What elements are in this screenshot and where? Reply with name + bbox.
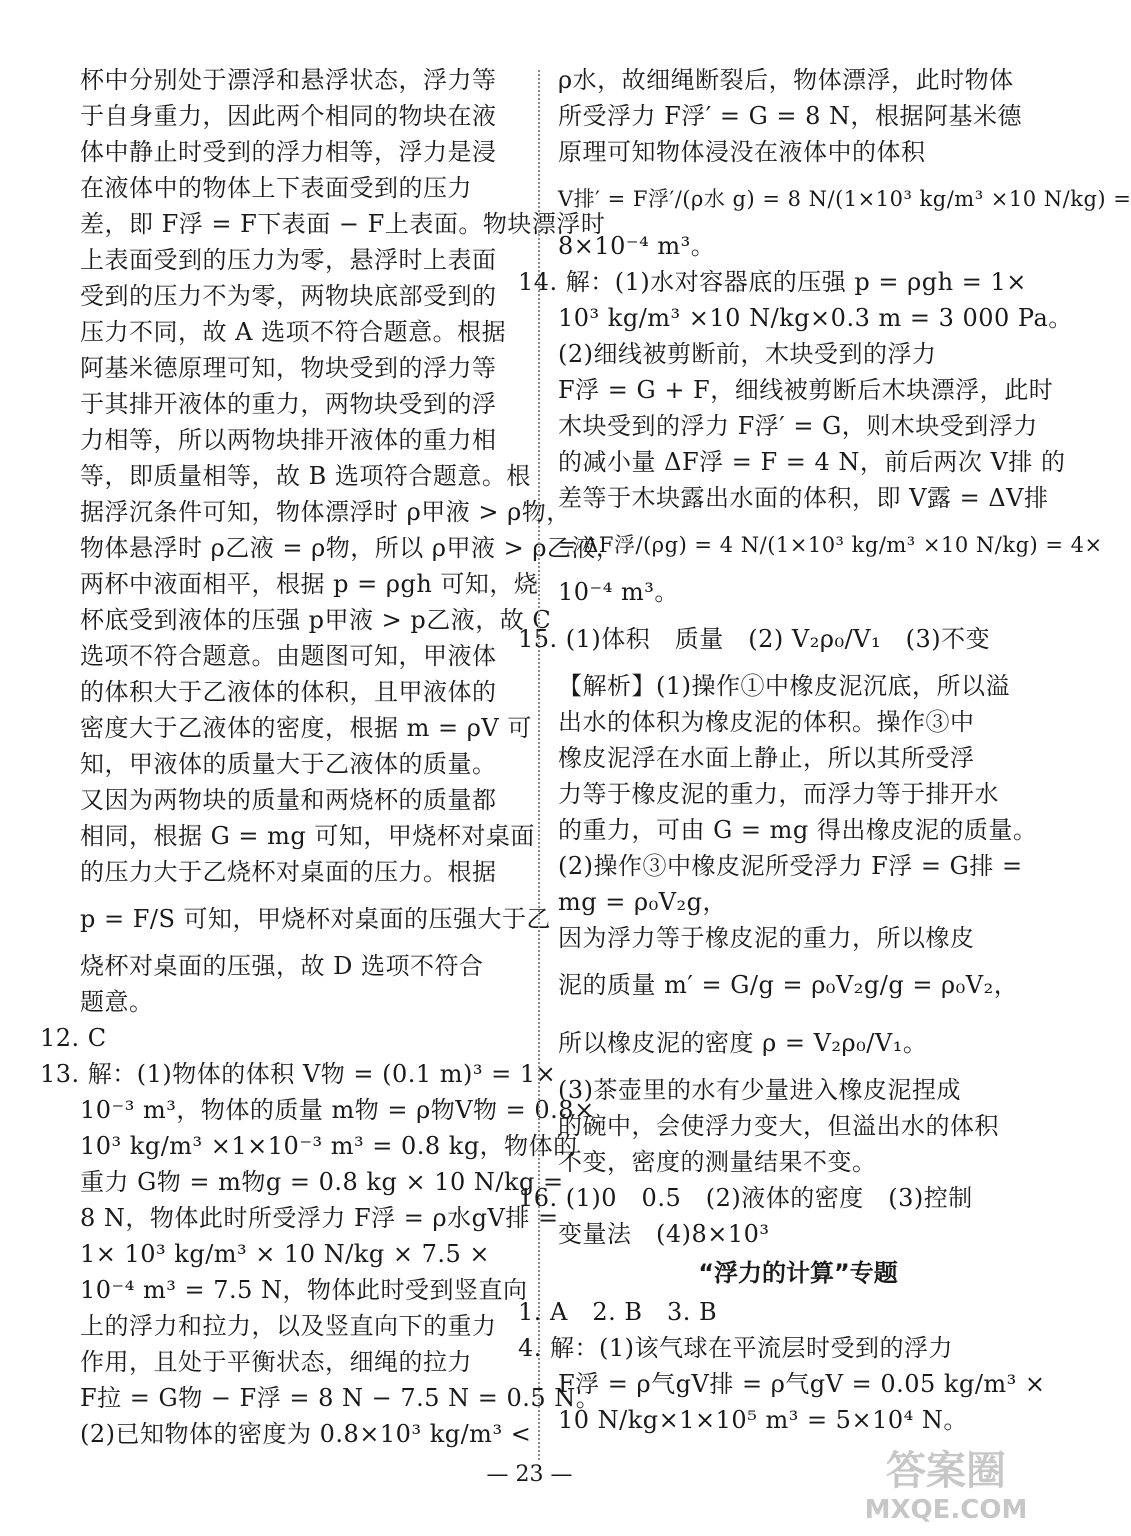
text-line: 物体悬浮时 ρ乙液 = ρ物，所以 ρ甲液 > ρ乙液， (80, 534, 621, 562)
text-line: 力等于橡皮泥的重力，而浮力等于排开水 (558, 780, 999, 808)
text-line: 上的浮力和拉力，以及竖直向下的重力 (80, 1312, 497, 1340)
text-line: 阿基米德原理可知，物块受到的浮力等 (80, 354, 497, 382)
text-line: F浮 = ρ气gV排 = ρ气gV = 0.05 kg/m³ × (558, 1370, 1046, 1398)
text-line: 在液体中的物体上下表面受到的压力 (80, 174, 472, 202)
text-line: 出水的体积为橡皮泥的体积。操作③中 (558, 708, 975, 736)
page-number: — 23 — (486, 1462, 573, 1487)
text-line: 作用，且处于平衡状态，细绳的拉力 (80, 1348, 472, 1376)
text-line: 差等于木块露出水面的体积，即 V露 = ΔV排 (558, 484, 1049, 512)
text-line: 不变，密度的测量结果不变。 (558, 1148, 877, 1176)
section-heading: “浮力的计算”专题 (698, 1259, 898, 1287)
text-line: 差，即 F浮 = F下表面 − F上表面。物块漂浮时 (80, 210, 606, 238)
text-line: 上表面受到的压力为零，悬浮时上表面 (80, 246, 497, 274)
text-line: 两杯中液面相平，根据 p = ρgh 可知，烧 (80, 570, 539, 598)
text-line: 变量法 (4)8×10³ (558, 1220, 770, 1248)
text-line: 知，甲液体的质量大于乙液体的质量。 (80, 750, 497, 778)
text-line: 10⁻⁴ m³ = 7.5 N，物体此时受到竖直向 (80, 1276, 528, 1304)
watermark-text: 答案圈 (886, 1448, 1006, 1494)
text-line: 于其排开液体的重力，两物块受到的浮 (80, 390, 497, 418)
text-line: F浮 = G + F，细线被剪断后木块漂浮，此时 (558, 376, 1054, 404)
text-line: 木块受到的浮力 F浮′ = G，则木块受到浮力 (558, 412, 1038, 440)
text-line: 10⁻³ m³，物体的质量 m物 = ρ物V物 = 0.8× (80, 1096, 595, 1124)
text-line: 相同，根据 G = mg 可知，甲烧杯对桌面 (80, 822, 535, 850)
text-line: 所受浮力 F浮′ = G = 8 N，根据阿基米德 (558, 102, 1023, 130)
formula-line: 泥的质量 m′ = G/g = ρ₀V₂g/g = ρ₀V₂， (558, 971, 1019, 999)
formula-line: V排′ = F浮′/(ρ水 g) = 8 N/(1×10³ kg/m³ ×10 N/kg) = (558, 187, 1131, 211)
answer-16-start: 16. (1)0 0.5 (2)液体的密度 (3)控制 (518, 1184, 973, 1212)
text-line: 的压力大于乙烧杯对桌面的压力。根据 (80, 858, 497, 886)
text-line: (3)茶壶里的水有少量进入橡皮泥捏成 (558, 1076, 961, 1104)
text-line: 据浮沉条件可知，物体漂浮时 ρ甲液 > ρ物， (80, 498, 571, 526)
text-line: 原理可知物体浸没在液体中的体积 (558, 138, 926, 166)
text-line: 烧杯对桌面的压强，故 D 选项不符合 (80, 952, 484, 980)
watermark-url: MXQE.COM (864, 1495, 1028, 1525)
text-line: 的减小量 ΔF浮 = F = 4 N，前后两次 V排 的 (558, 448, 1066, 476)
text-line: 体中静止时受到的浮力相等，浮力是浸 (80, 138, 497, 166)
answer-14-start: 14. 解：(1)水对容器底的压强 p = ρgh = 1× (518, 268, 1027, 296)
text-line: 的碗中，会使浮力变大，但溢出水的体积 (558, 1112, 999, 1140)
answer-12: 12. C (40, 1024, 107, 1052)
text-line: 1× 10³ kg/m³ × 10 N/kg × 7.5 × (80, 1240, 490, 1268)
answer-1-3: 1. A 2. B 3. B (518, 1298, 718, 1326)
text-line: 8 N，物体此时所受浮力 F浮 = ρ水gV排 = (80, 1204, 559, 1232)
text-line: 题意。 (80, 988, 154, 1016)
text-line: 力相等，所以两物块排开液体的重力相 (80, 426, 497, 454)
text-line: 等，即质量相等，故 B 选项符合题意。根 (80, 462, 531, 490)
answer-15-start: 15. (1)体积 质量 (2) V₂ρ₀/V₁ (3)不变 (518, 625, 991, 653)
right-column (518, 62, 1131, 1438)
text-line: 杯底受到液体的压强 p甲液 > p乙液，故 C (80, 606, 552, 634)
text-line: 密度大于乙液体的密度，根据 m = ρV 可 (80, 714, 532, 742)
text-line: 重力 G物 = m物g = 0.8 kg × 10 N/kg = (80, 1168, 564, 1196)
text-line: 10⁻⁴ m³。 (558, 578, 679, 606)
analysis-line: 【解析】(1)操作①中橡皮泥沉底，所以溢 (558, 672, 1010, 700)
text-line: 10³ kg/m³ ×1×10⁻³ m³ = 0.8 kg，物体的 (80, 1132, 578, 1160)
text-line: 杯中分别处于漂浮和悬浮状态，浮力等 (80, 66, 497, 94)
answer-4-start: 4. 解：(1)该气球在平流层时受到的浮力 (518, 1334, 954, 1362)
text-line: mg = ρ₀V₂g， (558, 888, 728, 916)
text-line: 的体积大于乙液体的体积，且甲液体的 (80, 678, 497, 706)
text-line: 又因为两物块的质量和两烧杯的质量都 (80, 786, 497, 814)
text-line: 10³ kg/m³ ×10 N/kg×0.3 m = 3 000 Pa。 (558, 304, 1073, 332)
text-line: (2)已知物体的密度为 0.8×10³ kg/m³ < (80, 1420, 532, 1448)
text-line: (2)操作③中橡皮泥所受浮力 F浮 = G排 = (558, 852, 1023, 880)
formula-line: 所以橡皮泥的密度 ρ = V₂ρ₀/V₁。 (558, 1029, 928, 1057)
watermark-logo (851, 1444, 1041, 1526)
text-line: 橡皮泥浮在水面上静止，所以其所受浮 (558, 744, 975, 772)
text-line: 的重力，可由 G = mg 得出橡皮泥的质量。 (558, 816, 1038, 844)
text-line: 因为浮力等于橡皮泥的重力，所以橡皮 (558, 924, 975, 952)
text-line: 10 N/kg×1×10⁵ m³ = 5×10⁴ N。 (558, 1406, 968, 1434)
text-line: 压力不同，故 A 选项不符合题意。根据 (80, 318, 507, 346)
text-line: (2)细线被剪断前，木块受到的浮力 (558, 340, 937, 368)
text-line: 选项不符合题意。由题图可知，甲液体 (80, 642, 497, 670)
text-line: 于自身重力，因此两个相同的物块在液 (80, 102, 497, 130)
text-line: 受到的压力不为零，两物块底部受到的 (80, 282, 497, 310)
answer-13-start: 13. 解：(1)物体的体积 V物 = (0.1 m)³ = 1× (40, 1060, 557, 1088)
text-line: F拉 = G物 − F浮 = 8 N − 7.5 N = 0.5 N。 (80, 1384, 601, 1412)
text-line: ρ水，故细绳断裂后，物体漂浮，此时物体 (558, 66, 1014, 94)
formula-line: p = F/S 可知，甲烧杯对桌面的压强大于乙 (80, 905, 552, 933)
text-line: 8×10⁻⁴ m³。 (558, 232, 716, 260)
formula-line: = ΔF浮/(ρg) = 4 N/(1×10³ kg/m³ ×10 N/kg) = 4× (558, 533, 1103, 557)
